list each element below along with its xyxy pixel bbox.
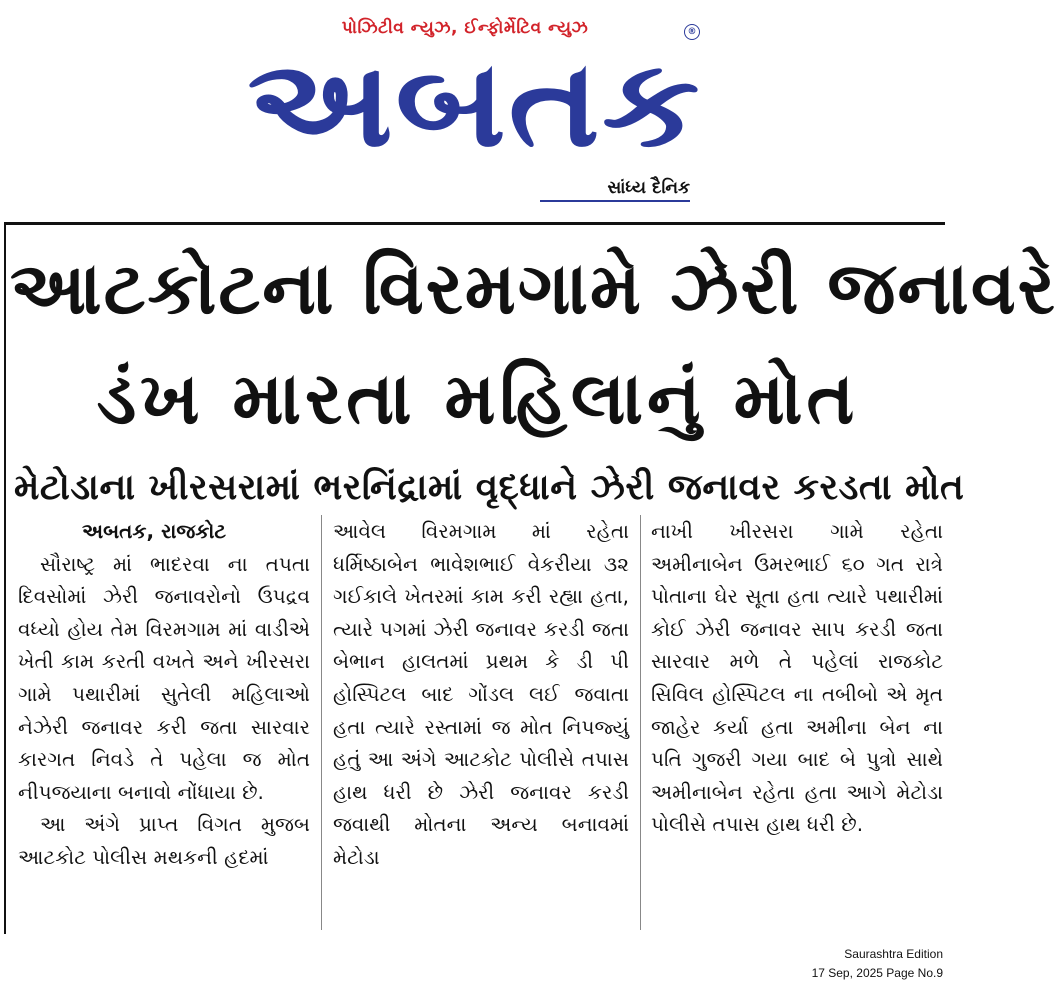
masthead [0,0,951,215]
edition-info [812,945,943,983]
article-column-3 [651,515,943,841]
article-column-1 [18,515,310,874]
article-subhead: મેટોડાના ખીરસરામાં ભરનિંદ્રામાં વૃદ્ધાને ઝેરી જનાવર કરડતા મોત [14,467,965,508]
edition-name: Saurashtra Edition [844,947,943,961]
headline-line-2: ડંખ મારતા મહિલાનું મોત [96,356,859,440]
column-divider-2 [640,515,641,930]
edition-date-page: 17 Sep, 2025 Page No.9 [811,966,943,980]
masthead-tagline: પોઝિટીવ ન્યુઝ, ઈન્ફોર્મેટિવ ન્યુઝ [341,18,589,38]
headline-line-1: આટકોટના વિરમગામે ઝેરી જનાવરે [10,246,1057,330]
column-divider-1 [321,515,322,930]
top-divider [4,222,945,225]
subtitle-underline [540,200,690,202]
column-1-paragraph-2: આ અંગે પ્રાપ્ત વિગત મુજબ આટકોટ પોલીસ મથકની હદમાં [18,812,310,869]
registered-mark: ® [684,24,700,40]
newspaper-logo [247,35,703,174]
logo-text: અબતક [247,35,703,174]
article-byline: અબતક, રાજકોટ [82,519,227,543]
column-3-text: નાખી ખીરસરા ગામે રહેતા અમીનાબેન ઉમરભાઈ ૬૦ ગત રાત્રે પોતાના ઘેર સૂતા હતા ત્યારે પથારીમાં કોઈ ઝેરી જનાવર સાપ કરડી જતા સારવાર મળે તે પહેલાં રાજકોટ સિવિલ હોસ્પિટલ ના તબીબો એ મૃત જાહેર કર્યા હતા અમીના બેન ના પતિ ગુજરી ગયા બાદ બે પુત્રો સાથે અમીનાબેન રહેતા હતા આગે મેટોડા પોલીસે તપાસ હાથ ધરી છે. [651,519,943,837]
article-column-2 [333,515,629,874]
column-1-paragraph-1: સૌરાષ્ટ્ર માં ભાદરવા ના તપતા દિવસોમાં ઝેરી જનાવરોનો ઉપદ્રવ વધ્યો હોય તેમ વિરમગામ માં વાડીએ ખેતી કામ કરતી વખતે અને ખીરસરા ગામે પથારીમાં સુતેલી મહિલાઓ નેઝેરી જનાવર કરી જતા સારવાર કારગત નિવડે તે પહેલા જ મોત નીપજયાના બનાવો નોંધાયા છે. [18,551,310,804]
left-divider [4,222,6,934]
column-2-text: આવેલ વિરમગામ માં રહેતા ધર્મિષ્ઠાબેન ભાવેશભાઈ વેકરીયા ૩૨ ગઈકાલે ખેતરમાં કામ કરી રહ્યા હતા, ત્યારે પગમાં ઝેરી જનાવર કરડી જતા બેભાન હાલતમાં પ્રથમ કે ડી પી હોસ્પિટલ બાદ ગોંડલ લઈ જવાતા હતા ત્યારે રસ્તામાં જ મોત નિપજ્યું હતું આ અંગે આટકોટ પોલીસે તપાસ હાથ ધરી છે ઝેરી જનાવર કરડી જવાથી મોતના અન્ય બનાવમાં મેટોડા [333,519,629,869]
masthead-subtitle: સાંધ્ય દૈનિક [607,178,690,198]
